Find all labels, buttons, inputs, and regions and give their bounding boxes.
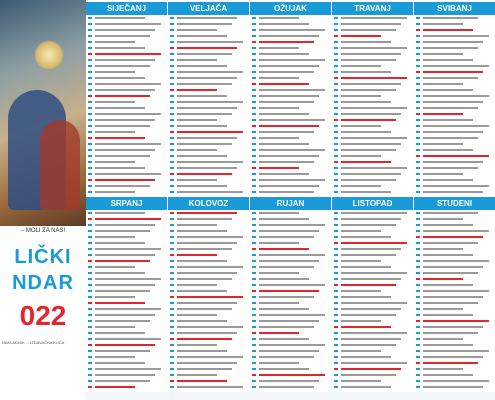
month-block — [86, 197, 167, 390]
month-header: KOLOVOZ — [168, 197, 249, 210]
day-list — [332, 210, 413, 390]
month-header: SIJEČANJ — [86, 2, 167, 15]
day-list — [168, 15, 249, 195]
month-block — [86, 2, 167, 195]
month-header: LISTOPAD — [332, 197, 413, 210]
day-list — [168, 210, 249, 390]
day-row — [86, 189, 167, 195]
month-header: TRAVANJ — [332, 2, 413, 15]
day-row — [168, 189, 249, 195]
day-row — [414, 189, 495, 195]
day-row — [250, 189, 331, 195]
month-block — [332, 197, 413, 390]
month-block — [168, 2, 249, 195]
footer-bar — [86, 392, 495, 400]
day-row — [414, 384, 495, 390]
month-header: SRPANJ — [86, 197, 167, 210]
month-header: STUDENI — [414, 197, 495, 210]
day-row — [250, 384, 331, 390]
month-block — [250, 2, 331, 195]
month-block — [414, 197, 495, 390]
day-row — [332, 384, 413, 390]
left-panel — [0, 0, 86, 400]
day-list — [250, 210, 331, 390]
month-block — [332, 2, 413, 195]
month-header: RUJAN — [250, 197, 331, 210]
year: 022 — [19, 300, 67, 331]
month-header: VELJAČA — [168, 2, 249, 15]
brand-line-1: LIČKI — [14, 246, 72, 268]
brand-line-2: NDAR — [12, 272, 74, 294]
religious-painting — [0, 0, 86, 226]
month-header: SVIBANJ — [414, 2, 495, 15]
month-block — [414, 2, 495, 195]
day-list — [250, 15, 331, 195]
publisher-info: NAKLADNIK ... IZDAVAČKA KUĆA — [2, 340, 65, 345]
day-list — [414, 210, 495, 390]
day-list — [86, 15, 167, 195]
day-row — [332, 189, 413, 195]
day-list — [86, 210, 167, 390]
day-list — [332, 15, 413, 195]
painting-caption: – MOLI ZA NAS! — [20, 228, 66, 234]
day-row — [86, 384, 167, 390]
month-header: OŽUJAK — [250, 2, 331, 15]
month-block — [168, 197, 249, 390]
day-row — [168, 384, 249, 390]
month-block — [250, 197, 331, 390]
day-list — [414, 15, 495, 195]
